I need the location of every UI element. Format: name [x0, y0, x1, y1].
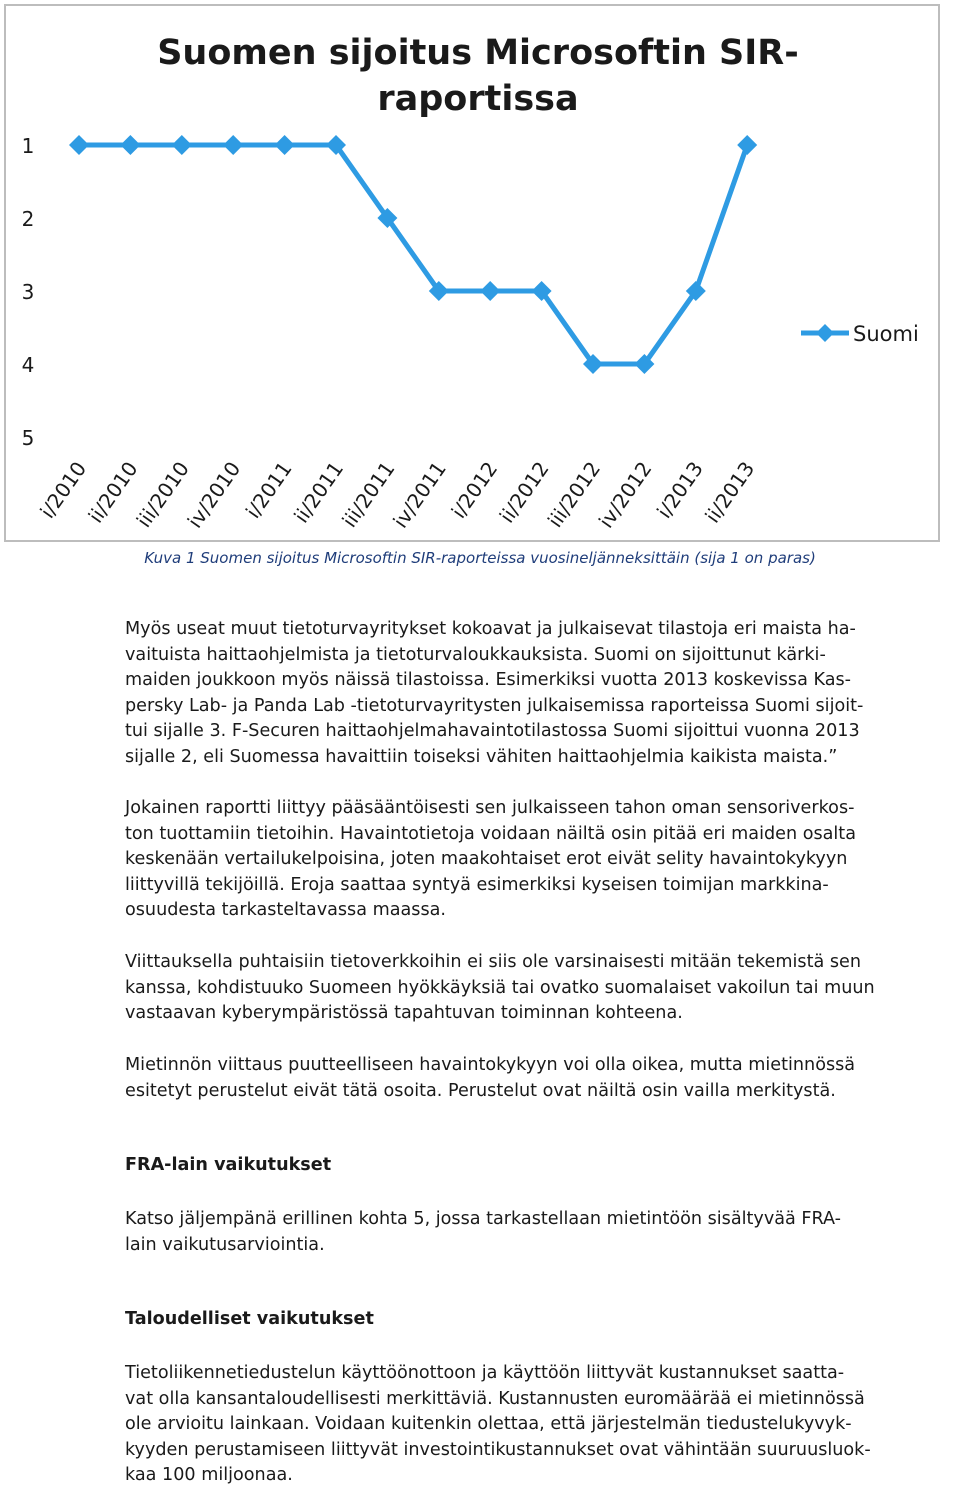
x-tick-label: iv/2012	[593, 457, 657, 533]
legend-marker	[816, 324, 834, 342]
x-tick-label: iii/2011	[337, 457, 400, 532]
paragraph-1	[125, 617, 955, 771]
series-line-suomi	[79, 145, 747, 364]
x-tick-label: ii/2013	[700, 457, 760, 528]
y-tick-label: 3	[21, 280, 35, 304]
text-line: persky Lab- ja Panda Lab -tietoturvayritysten julkaisemissa raporteissa Suomi sijoit-	[125, 695, 864, 716]
y-tick-label: 2	[21, 207, 35, 231]
text-line: liittyvillä tekijöillä. Eroja saattaa syntyä esimerkiksi kyseisen toimijan markkina-	[125, 874, 829, 895]
x-tick-label: iii/2012	[542, 457, 606, 532]
figure-caption: Kuva 1 Suomen sijoitus Microsoftin SIR-raporteissa vuosineljänneksittäin (sija 1 on paras)	[144, 549, 816, 567]
x-tick-label: i/2010	[35, 457, 92, 523]
x-tick-label: ii/2011	[289, 457, 349, 528]
x-tick-label: iv/2010	[182, 457, 246, 533]
text-line: tui sijalle 3. F-Securen haittaohjelmahavaintotilastossa Suomi sijoittui vuonna 2013	[125, 721, 860, 742]
text-line: keskenään vertailukelpoisina, joten maakohtaiset erot eivät selity havaintokykyyn	[125, 849, 848, 870]
text-line: Myös useat muut tietoturvayritykset kokoavat ja julkaisevat tilastoja eri maista ha-	[125, 619, 856, 639]
chart-title: raportissa	[377, 79, 579, 119]
text-line: ton tuottamiin tietoihin. Havaintotietoja voidaan näiltä osin pitää eri maiden osalta	[125, 823, 856, 844]
text-line: osuudesta tarkasteltavassa maassa.	[125, 900, 446, 921]
data-point	[120, 135, 140, 155]
paragraph-3	[125, 950, 955, 1027]
x-tick-label: iv/2011	[388, 457, 451, 533]
text-line: sijalle 2, eli Suomessa havaittiin toiseksi vähiten haittaohjelmia kaikista maista.”	[125, 746, 838, 767]
y-tick-label: 4	[21, 353, 35, 377]
text-line: vat olla kansantaloudellisesti merkittäviä. Kustannusten euromäärää ei mietinnössä	[125, 1388, 865, 1409]
y-tick-label: 1	[21, 134, 35, 158]
text-line: Mietinnön viittaus puutteelliseen havaintokykyyn voi olla oikea, mutta mietinnössä	[125, 1055, 856, 1075]
x-tick-label: i/2011	[240, 457, 297, 523]
text-line: kaa 100 miljoonaa.	[125, 1465, 293, 1486]
legend-label: Suomi	[853, 322, 919, 346]
text-line: maiden joukkoon myös näissä tilastoissa. Esimerkiksi vuotta 2013 koskevissa Kas-	[125, 670, 851, 691]
text-line: Katso jäljempänä erillinen kohta 5, jossa tarkastellaan mietintöön sisältyvää FRA-	[125, 1209, 842, 1229]
text-line: kyyden perustamiseen liittyvät investointikustannukset ovat vähintään suuruusluok-	[125, 1439, 871, 1460]
x-tick-label: i/2012	[446, 457, 503, 523]
data-point	[737, 135, 757, 155]
paragraph-2	[125, 796, 955, 924]
x-tick-label: i/2013	[651, 457, 708, 523]
line-chart	[6, 6, 938, 540]
data-point	[172, 135, 192, 155]
data-point	[223, 135, 243, 155]
text-line: vaituista haittaohjelmista ja tietoturvaloukkauksista. Suomi on sijoittunut kärki-	[125, 644, 826, 665]
text-line: kanssa, kohdistuuko Suomeen hyökkäyksiä tai ovatko suomalaiset vakoilun tai muun	[125, 977, 875, 998]
paragraph-5	[125, 1207, 955, 1258]
paragraph-4	[125, 1053, 955, 1104]
text-line: Tietoliikennetiedustelun käyttöönottoon ja käyttöön liittyvät kustannukset saatta-	[125, 1363, 845, 1383]
text-line: lain vaikutusarviointia.	[125, 1234, 325, 1255]
section-heading-taloudelliset: Taloudelliset vaikutukset	[125, 1309, 374, 1329]
chart-frame	[4, 4, 940, 542]
text-line: Viittauksella puhtaisiin tietoverkkoihin ei siis ole varsinaisesti mitään tekemistä sen	[125, 952, 861, 972]
x-tick-label: ii/2010	[83, 457, 143, 528]
text-line: ole arvioitu lainkaan. Voidaan kuitenkin olettaa, että järjestelmän tiedustelukyvyk-	[125, 1414, 852, 1435]
text-line: vastaavan kyberympäristössä tapahtuvan toiminnan kohteena.	[125, 1003, 683, 1024]
text-line: Jokainen raportti liittyy pääsääntöisesti sen julkaisseen tahon oman sensoriverkos-	[125, 798, 855, 818]
y-tick-label: 5	[21, 426, 35, 450]
data-point	[480, 281, 500, 301]
x-tick-label: iii/2010	[131, 457, 194, 532]
data-point	[69, 135, 89, 155]
text-line: esitetyt perustelut eivät tätä osoita. Perustelut ovat näiltä osin vailla merkitystä.	[125, 1080, 836, 1101]
data-point	[275, 135, 295, 155]
x-tick-label: ii/2012	[494, 457, 554, 528]
paragraph-6	[125, 1361, 955, 1489]
chart-title: Suomen sijoitus Microsoftin SIR-	[157, 33, 799, 73]
section-heading-fra: FRA-lain vaikutukset	[125, 1155, 332, 1175]
